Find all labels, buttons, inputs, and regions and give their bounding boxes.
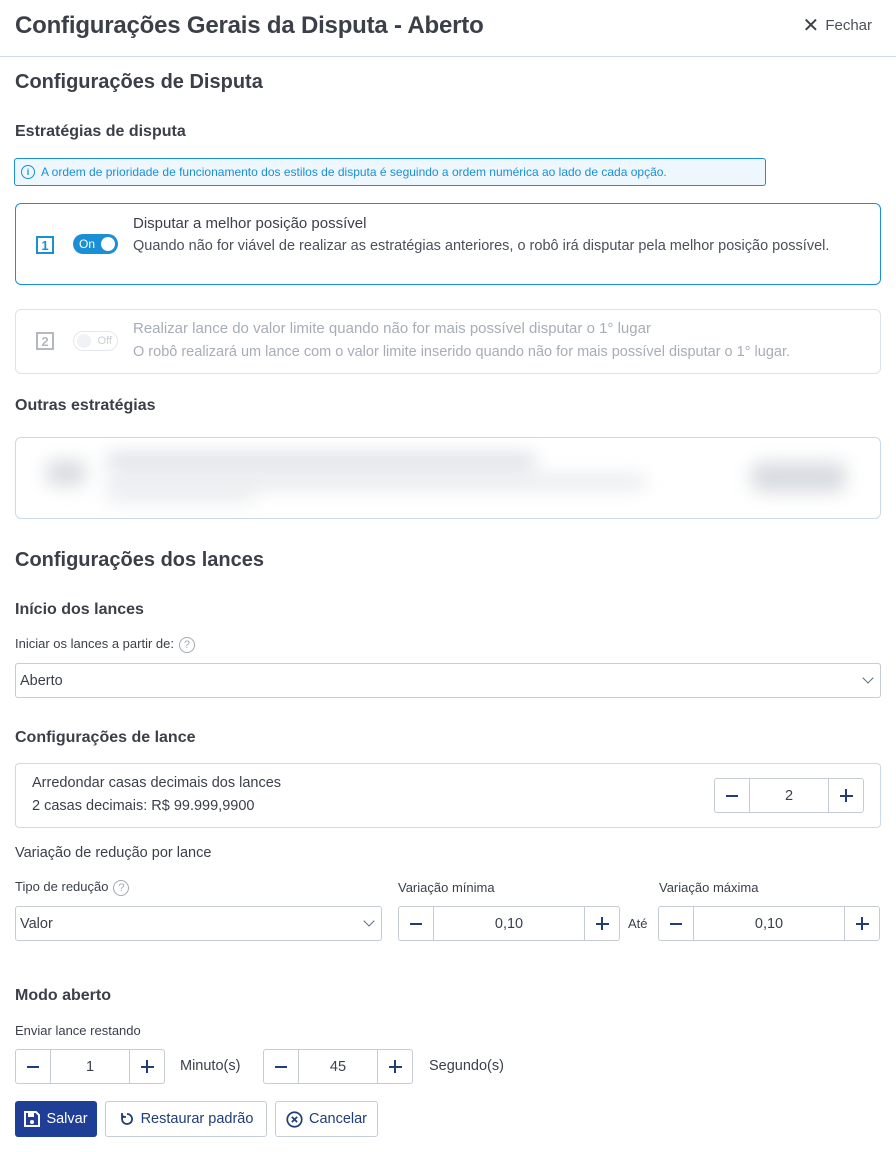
restore-default-button[interactable] [105,1101,267,1137]
priority-number-2: 2 [36,332,54,350]
blurred-description [106,476,646,488]
refresh-icon [119,1111,135,1127]
rounding-description: 2 casas decimais: R$ 99.999,9900 [32,798,255,814]
reduction-type-value: Valor [20,915,53,932]
minus-icon [670,923,682,925]
section-title-dispute: Configurações de Disputa [15,71,263,93]
cancel-circle-icon [286,1111,303,1128]
decimals-stepper[interactable] [714,778,864,813]
strategy-card-1 [15,203,881,285]
minus-icon [275,1066,287,1068]
plus-icon [856,917,869,930]
strategies-title: Estratégias de disputa [15,123,186,140]
minutes-increment-button[interactable] [129,1050,164,1083]
max-variation-decrement-button[interactable] [659,907,694,940]
seconds-decrement-button[interactable] [264,1050,299,1083]
seconds-increment-button[interactable] [377,1050,412,1083]
strategy-description-1: Quando não for viável de realizar as estratégias anteriores, o robô irá disputar pela melhor posição possível. [133,238,830,254]
max-variation-increment-button[interactable] [844,907,879,940]
plus-icon [141,1060,154,1073]
start-bids-select[interactable] [15,663,881,698]
seconds-unit: Segundo(s) [429,1058,504,1074]
chevron-down-icon [862,672,873,683]
reduction-type-select[interactable] [15,906,382,941]
close-icon: ✕ [802,14,820,37]
save-icon [24,1111,40,1127]
minutes-unit: Minuto(s) [180,1058,241,1074]
save-label: Salvar [46,1111,88,1127]
minus-icon [726,795,738,797]
modal-title: Configurações Gerais da Disputa - Aberto [15,12,484,39]
info-text: A ordem de prioridade de funcionamento dos estilos de disputa é seguindo a ordem numérica ao lado de cada opção. [41,165,667,179]
help-icon[interactable]: ? [179,637,195,653]
minutes-decrement-button[interactable] [16,1050,51,1083]
decimals-value[interactable]: 2 [784,787,794,804]
chevron-down-icon [363,915,374,926]
decimals-decrement-button[interactable] [715,779,750,812]
strategy-title-1: Disputar a melhor posição possível [133,215,367,232]
reduction-type-label [15,879,129,896]
toggle-knob [77,334,91,348]
strategy-toggle-1[interactable] [73,234,118,254]
blurred-title [106,454,536,468]
min-variation-stepper[interactable] [398,906,620,941]
save-button[interactable] [15,1101,97,1137]
reduction-type-label-text: Tipo de redução [15,879,109,894]
info-icon: i [21,165,35,179]
blurred-toggle [46,460,86,486]
other-strategies-title: Outras estratégias [15,397,156,414]
cancel-button[interactable] [275,1101,378,1137]
cancel-label: Cancelar [308,1111,368,1127]
min-variation-label: Variação mínima [398,880,495,895]
strategy-card-2 [15,309,881,374]
toggle-knob [101,237,115,251]
close-label: Fechar [825,17,872,34]
strategy-title-2: Realizar lance do valor limite quando não for mais possível disputar o 1° lugar [133,320,651,337]
rounding-card [15,763,881,828]
start-bids-value: Aberto [20,672,63,689]
plus-icon [389,1060,402,1073]
minutes-value[interactable]: 1 [85,1058,95,1075]
priority-number-1: 1 [36,236,54,254]
modal-header [0,0,896,57]
strategy-description-2: O robô realizará um lance com o valor limite inserido quando não for mais possível disputar o 1° lugar. [133,344,791,360]
strategy-toggle-2[interactable] [73,331,118,351]
open-mode-title: Modo aberto [15,987,111,1004]
minus-icon [410,923,422,925]
send-bid-label: Enviar lance restando [15,1023,141,1038]
seconds-value[interactable]: 45 [329,1058,347,1075]
bid-config-title: Configurações de lance [15,729,196,746]
plus-icon [596,917,609,930]
rounding-title: Arredondar casas decimais dos lances [32,775,282,791]
close-button[interactable] [802,14,872,37]
start-bids-title: Início dos lances [15,601,144,618]
restore-label: Restaurar padrão [140,1111,254,1127]
start-bids-label-text: Iniciar os lances a partir de: [15,636,174,651]
info-alert [14,158,766,186]
minus-icon [27,1066,39,1068]
toggle-label-off: Off [97,335,112,347]
blurred-description-2 [106,492,256,502]
max-variation-label: Variação máxima [659,880,759,895]
between-label: Até [628,916,648,931]
blurred-button [751,462,846,492]
variation-title: Variação de redução por lance [15,845,212,861]
min-variation-increment-button[interactable] [584,907,619,940]
seconds-stepper[interactable] [263,1049,413,1084]
other-strategies-card [15,437,881,519]
decimals-increment-button[interactable] [828,779,863,812]
start-bids-label [15,636,195,653]
max-variation-stepper[interactable] [658,906,880,941]
max-variation-value[interactable]: 0,10 [754,915,784,932]
min-variation-value[interactable]: 0,10 [494,915,524,932]
plus-icon [840,789,853,802]
section-title-bids: Configurações dos lances [15,549,264,571]
minutes-stepper[interactable] [15,1049,165,1084]
help-icon[interactable]: ? [113,880,129,896]
min-variation-decrement-button[interactable] [399,907,434,940]
toggle-label-on: On [79,237,96,251]
